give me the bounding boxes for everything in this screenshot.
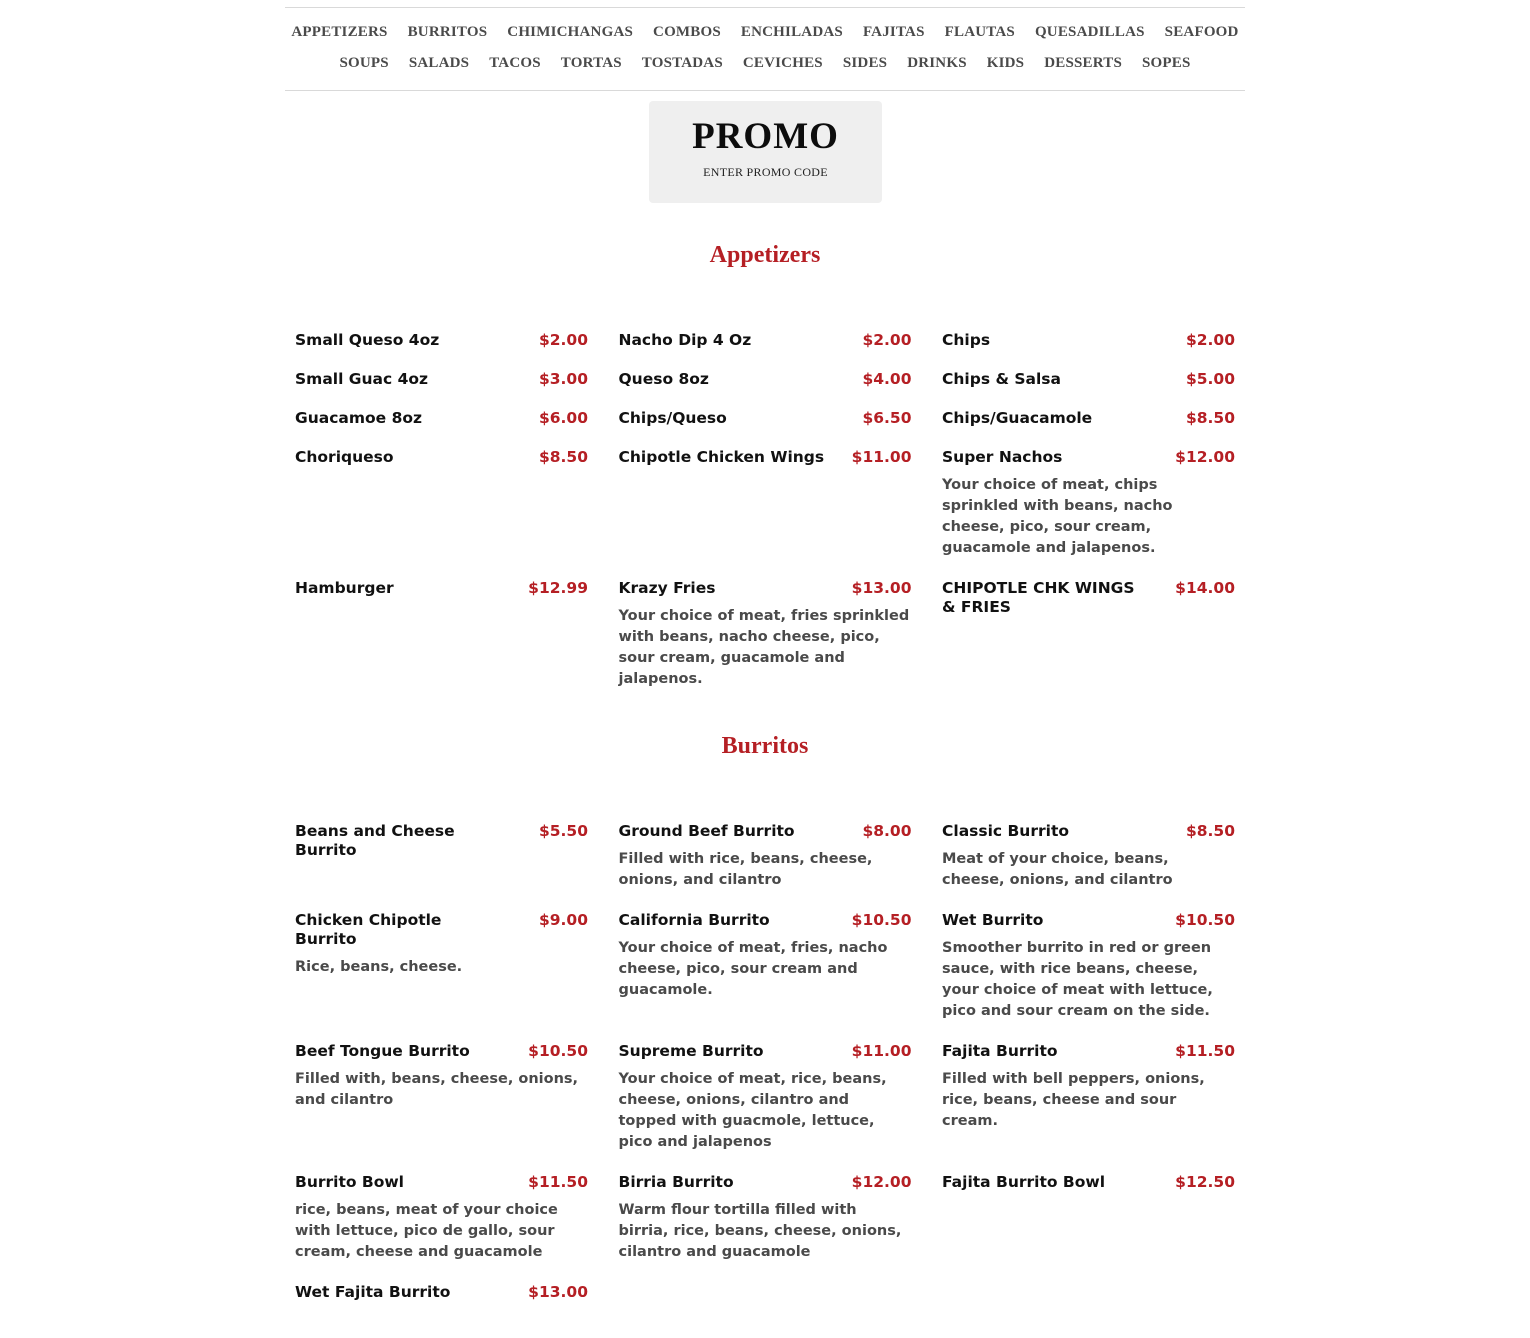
menu-item-header [295,1173,588,1192]
menu-item-header [619,370,912,389]
menu-item[interactable] [295,1173,588,1263]
appetizers-grid [295,331,1235,710]
promo-title: PROMO [692,116,839,157]
menu-item-header [295,1042,588,1061]
menu-item-header [619,1173,912,1192]
menu-item-name: Wet Fajita Burrito [295,1283,451,1301]
menu-item[interactable] [942,370,1235,389]
menu-item-name: Classic Burrito [942,822,1070,840]
menu-item-header [942,1173,1235,1192]
menu-item-name: Chips [942,331,991,349]
menu-item-name: Krazy Fries [618,579,716,597]
menu-item-price: $8.50 [538,448,588,466]
menu-item[interactable] [295,1042,588,1153]
top-divider [285,7,1245,8]
menu-item-price: $2.00 [862,331,912,349]
menu-item-header [942,579,1235,617]
nav-link-kids[interactable]: KIDS [986,55,1025,71]
category-nav-row-1 [285,24,1245,41]
menu-item-price: $2.00 [538,331,588,349]
menu-item-header [942,409,1235,428]
menu-item-price: $11.00 [851,1042,912,1060]
menu-item-price: $13.00 [528,1283,588,1301]
menu-item-price: $12.00 [851,1173,912,1191]
menu-item-name: Ground Beef Burrito [618,822,795,840]
menu-item-description: Meat of your choice, beans, cheese, onions, and cilantro [942,851,1173,888]
menu-item-name: Chicken Chipotle Burrito [295,911,442,948]
burritos-grid [295,822,1235,1322]
menu-item-name: Chips & Salsa [942,370,1061,388]
menu-item-name: Choriqueso [295,448,394,466]
menu-item-header [619,331,912,350]
menu-item-price: $5.50 [538,822,588,840]
menu-item-price: $8.00 [862,822,912,840]
menu-item-header [619,409,912,428]
menu-item-description: Your choice of meat, rice, beans, cheese, onions, cilantro and topped with guacmole, lettuce, pico and jalapenos [618,1071,887,1150]
menu-item-name: Burrito Bowl [295,1173,404,1191]
menu-item[interactable] [942,409,1235,428]
menu-item[interactable] [295,370,588,389]
menu-item-name: Fajita Burrito Bowl [942,1173,1106,1191]
menu-item-name: Nacho Dip 4 Oz [618,331,752,349]
menu-item-name: Super Nachos [942,448,1063,466]
menu-item-description: Filled with, beans, cheese, onions, and cilantro [295,1071,579,1108]
menu-item[interactable] [295,822,588,891]
menu-item-header [942,370,1235,389]
nav-link-burritos[interactable]: BURRITOS [407,24,488,40]
menu-item-name: Fajita Burrito [942,1042,1058,1060]
menu-item-description: Filled with bell peppers, onions, rice, beans, cheese and sour cream. [942,1071,1205,1129]
menu-item[interactable] [619,1042,912,1153]
menu-item-price: $3.00 [538,370,588,388]
menu-item-header [619,1042,912,1061]
menu-item[interactable] [942,331,1235,350]
menu-item-description: Smoother burrito in red or green sauce, with rice beans, cheese, your choice of meat with lettuce, pico and sour cream on the side. [942,940,1213,1019]
menu-item-price: $14.00 [1175,579,1235,597]
menu-item-header [295,579,588,598]
menu-item[interactable] [942,448,1235,559]
menu-item-header [295,911,588,949]
menu-item[interactable] [619,409,912,428]
menu-item-price: $11.50 [1175,1042,1235,1060]
menu-item-name: CHIPOTLE CHK WINGS & FRIES [942,579,1135,616]
menu-item-price: $12.50 [1175,1173,1235,1191]
menu-item-header [295,1283,588,1302]
nav-link-salads[interactable]: SALADS [408,55,470,71]
menu-item-header [295,409,588,428]
nav-link-seafood[interactable]: SEAFOOD [1164,24,1239,40]
menu-item-price: $12.99 [528,579,588,597]
menu-item-name: Queso 8oz [618,370,709,388]
menu-item-name: Guacamoe 8oz [295,409,423,427]
menu-item-description: Filled with rice, beans, cheese, onions, and cilantro [618,851,873,888]
promo-subtitle[interactable]: ENTER PROMO CODE [703,165,828,179]
menu-item-header [619,822,912,841]
nav-link-combos[interactable]: COMBOS [653,24,721,40]
menu-item[interactable] [295,579,588,690]
nav-link-tortas[interactable]: TORTAS [560,55,622,71]
menu-item[interactable] [619,822,912,891]
menu-item-header [942,448,1235,467]
menu-item-description: Rice, beans, cheese. [295,959,463,975]
nav-link-sopes[interactable]: SOPES [1142,55,1191,71]
section-title-appetizers: Appetizers [709,242,821,268]
menu-item-name: Birria Burrito [618,1173,734,1191]
nav-divider [285,90,1245,91]
menu-item-description: Your choice of meat, fries sprinkled with beans, nacho cheese, pico, sour cream, guacamole and jalapenos. [618,608,910,687]
menu-item[interactable] [295,911,588,1022]
menu-item-name: Hamburger [295,579,394,597]
menu-item[interactable] [942,822,1235,891]
menu-item-name: Small Guac 4oz [295,370,429,388]
nav-link-fajitas[interactable]: FAJITAS [862,24,925,40]
menu-item-header [942,1042,1235,1061]
menu-item-price: $2.00 [1185,331,1235,349]
menu-item-price: $6.00 [538,409,588,427]
menu-item-header [295,331,588,350]
menu-item-price: $11.00 [851,448,912,466]
menu-item-name: Supreme Burrito [618,1042,764,1060]
menu-item-name: Beef Tongue Burrito [295,1042,470,1060]
nav-link-quesadillas[interactable]: QUESADILLAS [1034,24,1145,40]
menu-item[interactable] [295,1283,588,1302]
menu-item-price: $10.50 [528,1042,588,1060]
menu-item-header [942,911,1235,930]
menu-item-price: $10.50 [851,911,912,929]
menu-item-name: California Burrito [618,911,770,929]
menu-item[interactable] [942,1042,1235,1153]
menu-item-header [942,822,1235,841]
menu-item-header [295,448,588,467]
menu-item-price: $10.50 [1175,911,1235,929]
menu-item[interactable] [295,409,588,428]
menu-item-description: rice, beans, meat of your choice with lettuce, pico de gallo, sour cream, cheese and guacamole [295,1202,558,1260]
section-title-burritos: Burritos [721,733,809,759]
nav-link-sides[interactable]: SIDES [842,55,888,71]
menu-item-header [295,822,588,860]
nav-link-tacos[interactable]: TACOS [489,55,541,71]
menu-item-price: $8.50 [1185,409,1235,427]
menu-item-price: $5.00 [1185,370,1235,388]
nav-link-flautas[interactable]: FLAUTAS [944,24,1015,40]
menu-item-price: $12.00 [1175,448,1235,466]
nav-link-tostadas[interactable]: TOSTADAS [641,55,723,71]
promo-code-box[interactable] [649,101,882,203]
menu-item-price: $4.00 [862,370,912,388]
menu-item-price: $8.50 [1185,822,1235,840]
menu-item-header [295,370,588,389]
menu-item[interactable] [619,448,912,559]
menu-item-name: Beans and Cheese Burrito [295,822,455,859]
menu-item[interactable] [619,579,912,690]
menu-item-description: Your choice of meat, fries, nacho cheese, pico, sour cream and guacamole. [618,940,888,998]
menu-item[interactable] [619,370,912,389]
menu-item[interactable] [942,911,1235,1022]
menu-item[interactable] [942,1173,1235,1263]
menu-item-header [619,448,912,467]
menu-item[interactable] [619,1173,912,1263]
menu-item[interactable] [619,911,912,1022]
menu-item-price: $11.50 [528,1173,588,1191]
menu-item[interactable] [619,331,912,350]
menu-item[interactable] [295,448,588,559]
nav-link-soups[interactable]: SOUPS [339,55,389,71]
menu-item-description: Warm flour tortilla filled with birria, rice, beans, cheese, onions, cilantro and guacamole [618,1202,902,1260]
menu-item-header [619,579,912,598]
menu-item-name: Chipotle Chicken Wings [618,448,825,466]
menu-item-name: Small Queso 4oz [295,331,440,349]
menu-item-price: $13.00 [851,579,912,597]
nav-link-desserts[interactable]: DESSERTS [1044,55,1122,71]
category-nav-row-2 [285,55,1245,72]
menu-item-name: Chips/Queso [618,409,727,427]
nav-link-enchiladas[interactable]: ENCHILADAS [740,24,843,40]
nav-link-appetizers[interactable]: APPETIZERS [291,24,388,40]
menu-item-description: Your choice of meat, chips sprinkled with beans, nacho cheese, pico, sour cream, guacamole and jalapenos. [942,477,1173,556]
menu-item-price: $6.50 [862,409,912,427]
menu-item-header [619,911,912,930]
menu-item-name: Chips/Guacamole [942,409,1093,427]
nav-link-ceviches[interactable]: CEVICHES [742,55,823,71]
menu-item-name: Wet Burrito [942,911,1044,929]
nav-link-chimichangas[interactable]: CHIMICHANGAS [507,24,634,40]
menu-item-header [942,331,1235,350]
menu-item-price: $9.00 [538,911,588,929]
menu-item[interactable] [295,331,588,350]
menu-item[interactable] [942,579,1235,690]
nav-link-drinks[interactable]: DRINKS [907,55,967,71]
